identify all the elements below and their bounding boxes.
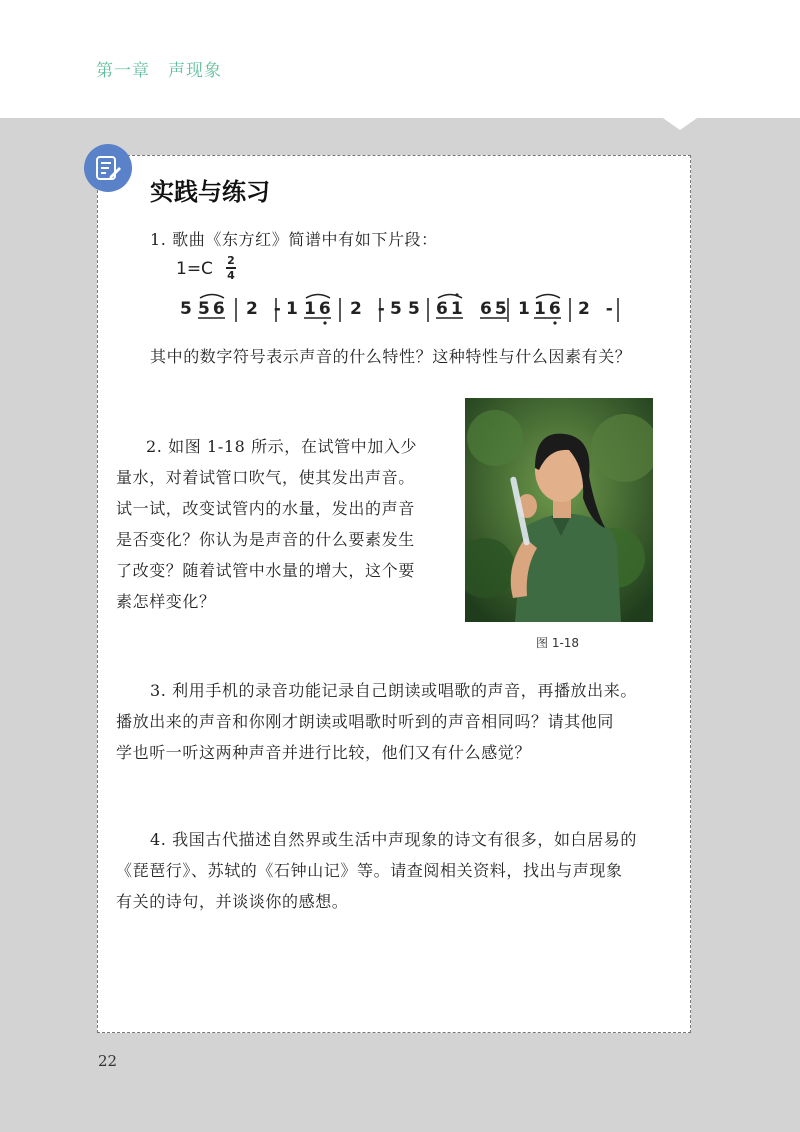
note: 2 -	[246, 299, 286, 319]
edit-note-icon	[84, 144, 132, 192]
q2-line: 是否变化？你认为是声音的什么要素发生	[116, 530, 415, 549]
q2-line: 试一试，改变试管内的水量，发出的声音	[116, 499, 415, 518]
note: 5	[180, 299, 192, 319]
note: 61	[436, 299, 466, 319]
time-bottom: 4	[227, 268, 235, 282]
figure-girl-test-tube-photo	[465, 398, 653, 622]
note: 65	[480, 299, 510, 319]
note: 56	[198, 299, 228, 319]
q4-line: 《琵琶行》、苏轼的《石钟山记》等。请查阅相关资料，找出与声现象	[116, 861, 623, 880]
q2-line: 量水，对着试管口吹气，使其发出声音。	[116, 468, 415, 487]
q1-question: 其中的数字符号表示声音的什么特性？这种特性与什么因素有关？	[150, 347, 632, 366]
q1-text: 1. 歌曲《东方红》简谱中有如下片段：	[150, 230, 438, 249]
chapter-heading: 第一章 声现象	[96, 61, 222, 81]
note: 5	[390, 299, 402, 319]
q3-line: 学也听一听这两种声音并进行比较，他们又有什么感觉？	[116, 743, 532, 762]
page-number: 22	[98, 1052, 118, 1070]
note: 1	[286, 299, 298, 319]
section-title: 实践与练习	[150, 178, 270, 206]
q3-line: 播放出来的声音和你刚才朗读或唱歌时听到的声音相同吗？请其他同	[116, 712, 615, 731]
q2-line: 2. 如图 1-18 所示，在试管中加入少	[146, 437, 418, 456]
numbered-notation	[178, 292, 628, 328]
q2-line: 素怎样变化？	[116, 592, 216, 611]
time-top: 2	[227, 254, 235, 267]
note: 2 -	[578, 299, 618, 319]
note: 2 -	[350, 299, 390, 319]
note: 16	[534, 299, 564, 319]
q2-line: 了改变？随着试管中水量的增大，这个要	[116, 561, 415, 580]
header-notch	[660, 116, 700, 130]
q3-line: 3. 利用手机的录音功能记录自己朗读或唱歌的声音，再播放出来。	[150, 681, 637, 700]
note: 5	[408, 299, 420, 319]
figure-caption: 图 1-18	[536, 636, 580, 650]
q4-line: 有关的诗句，并谈谈你的感想。	[116, 892, 349, 911]
music-key: 1=C	[176, 259, 213, 279]
q4-line: 4. 我国古代描述自然界或生活中声现象的诗文有很多，如白居易的	[150, 830, 637, 849]
note: 16	[304, 299, 334, 319]
note: 1	[518, 299, 530, 319]
time-signature	[226, 255, 236, 281]
